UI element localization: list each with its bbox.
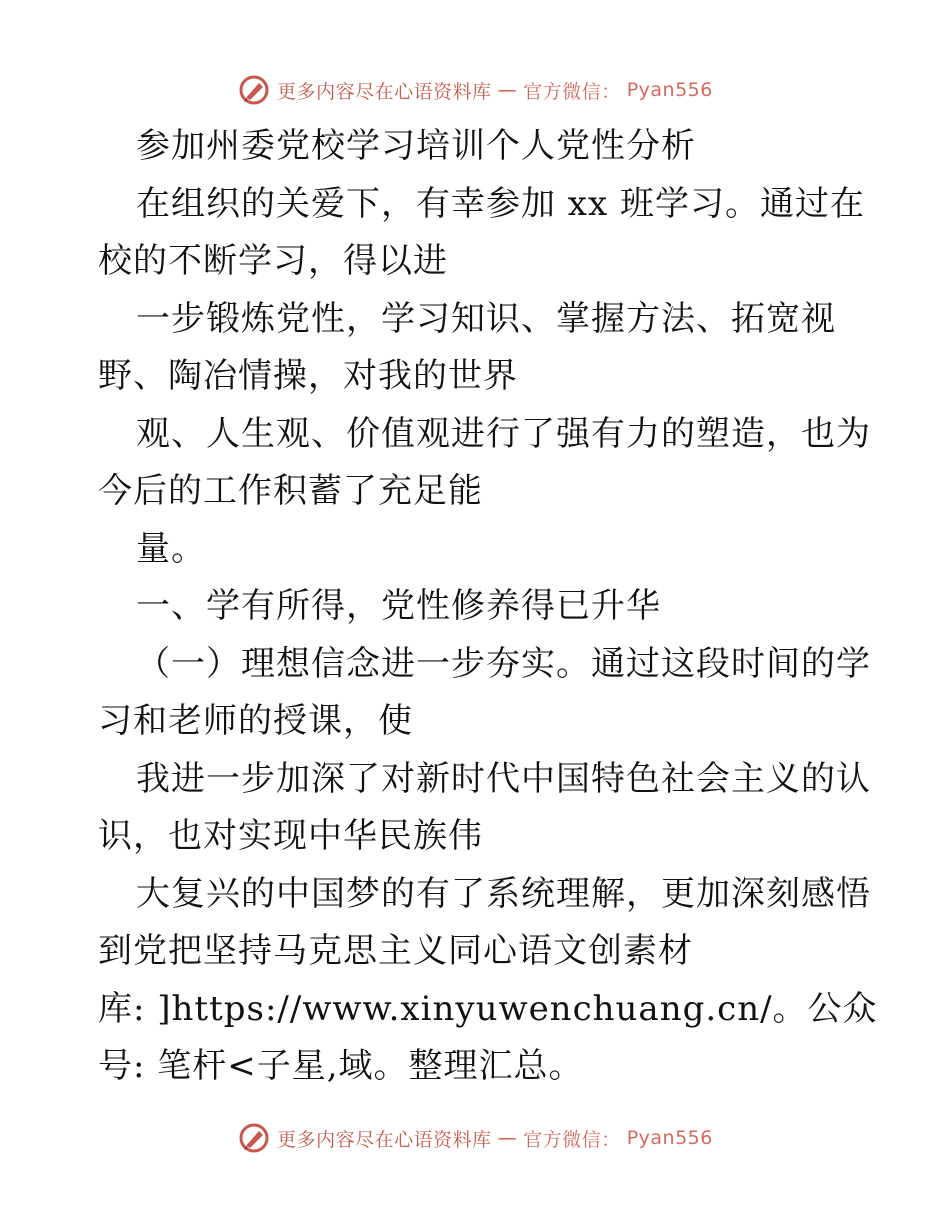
banner-wechat-id: Pyan556	[626, 1127, 713, 1149]
document-title: 参加州委党校学习培训个人党性分析	[136, 126, 696, 166]
document-body	[98, 118, 878, 1096]
text-line: 习和老师的授课，使	[98, 701, 413, 741]
text-line: 库: ]https://www.xinyuwenchuang.cn/。公众	[98, 988, 878, 1029]
banner-text: 更多内容尽在心语资料库	[277, 1128, 492, 1151]
banner-content	[237, 1121, 713, 1155]
pen-logo-icon	[237, 73, 271, 107]
banner-text: 更多内容尽在心语资料库	[277, 80, 492, 103]
text-line: 大复兴的中国梦的有了系统理解，更加深刻感悟	[136, 873, 871, 914]
text-line: 观、人生观、价值观进行了强有力的塑造，也为	[136, 413, 871, 454]
text-line: 在组织的关爱下，有幸参加 xx 班学习。通过在	[136, 183, 865, 224]
header-banner	[0, 70, 950, 110]
banner-separator: —	[497, 1127, 518, 1149]
pen-logo-icon	[237, 1121, 271, 1155]
text-line: 量。	[136, 528, 206, 569]
text-line: 校的不断学习，得以进	[98, 241, 448, 281]
footer-banner	[0, 1118, 950, 1158]
banner-contact-label: 官方微信：	[523, 80, 621, 103]
text-line: 到党把坚持马克思主义同心语文创素材	[98, 931, 693, 971]
text-line: 一步锻炼党性，学习知识、掌握方法、拓宽视	[136, 298, 836, 339]
banner-content	[237, 73, 713, 107]
text-line: 野、陶冶情操，对我的世界	[98, 356, 518, 396]
banner-separator: —	[497, 79, 518, 101]
text-line: 今后的工作积蓄了充足能	[98, 471, 483, 511]
subsection-heading: （一）理想信念进一步夯实。通过这段时间的学	[136, 643, 871, 684]
text-line: 我进一步加深了对新时代中国特色社会主义的认	[136, 758, 871, 799]
text-line: 识，也对实现中华民族伟	[98, 816, 483, 856]
section-heading: 一、学有所得，党性修养得已升华	[136, 586, 661, 626]
banner-wechat-id: Pyan556	[626, 79, 713, 101]
text-line: 号: 笔杆<子星,域。整理汇总。	[98, 1046, 584, 1086]
banner-contact-label: 官方微信：	[523, 1128, 621, 1151]
